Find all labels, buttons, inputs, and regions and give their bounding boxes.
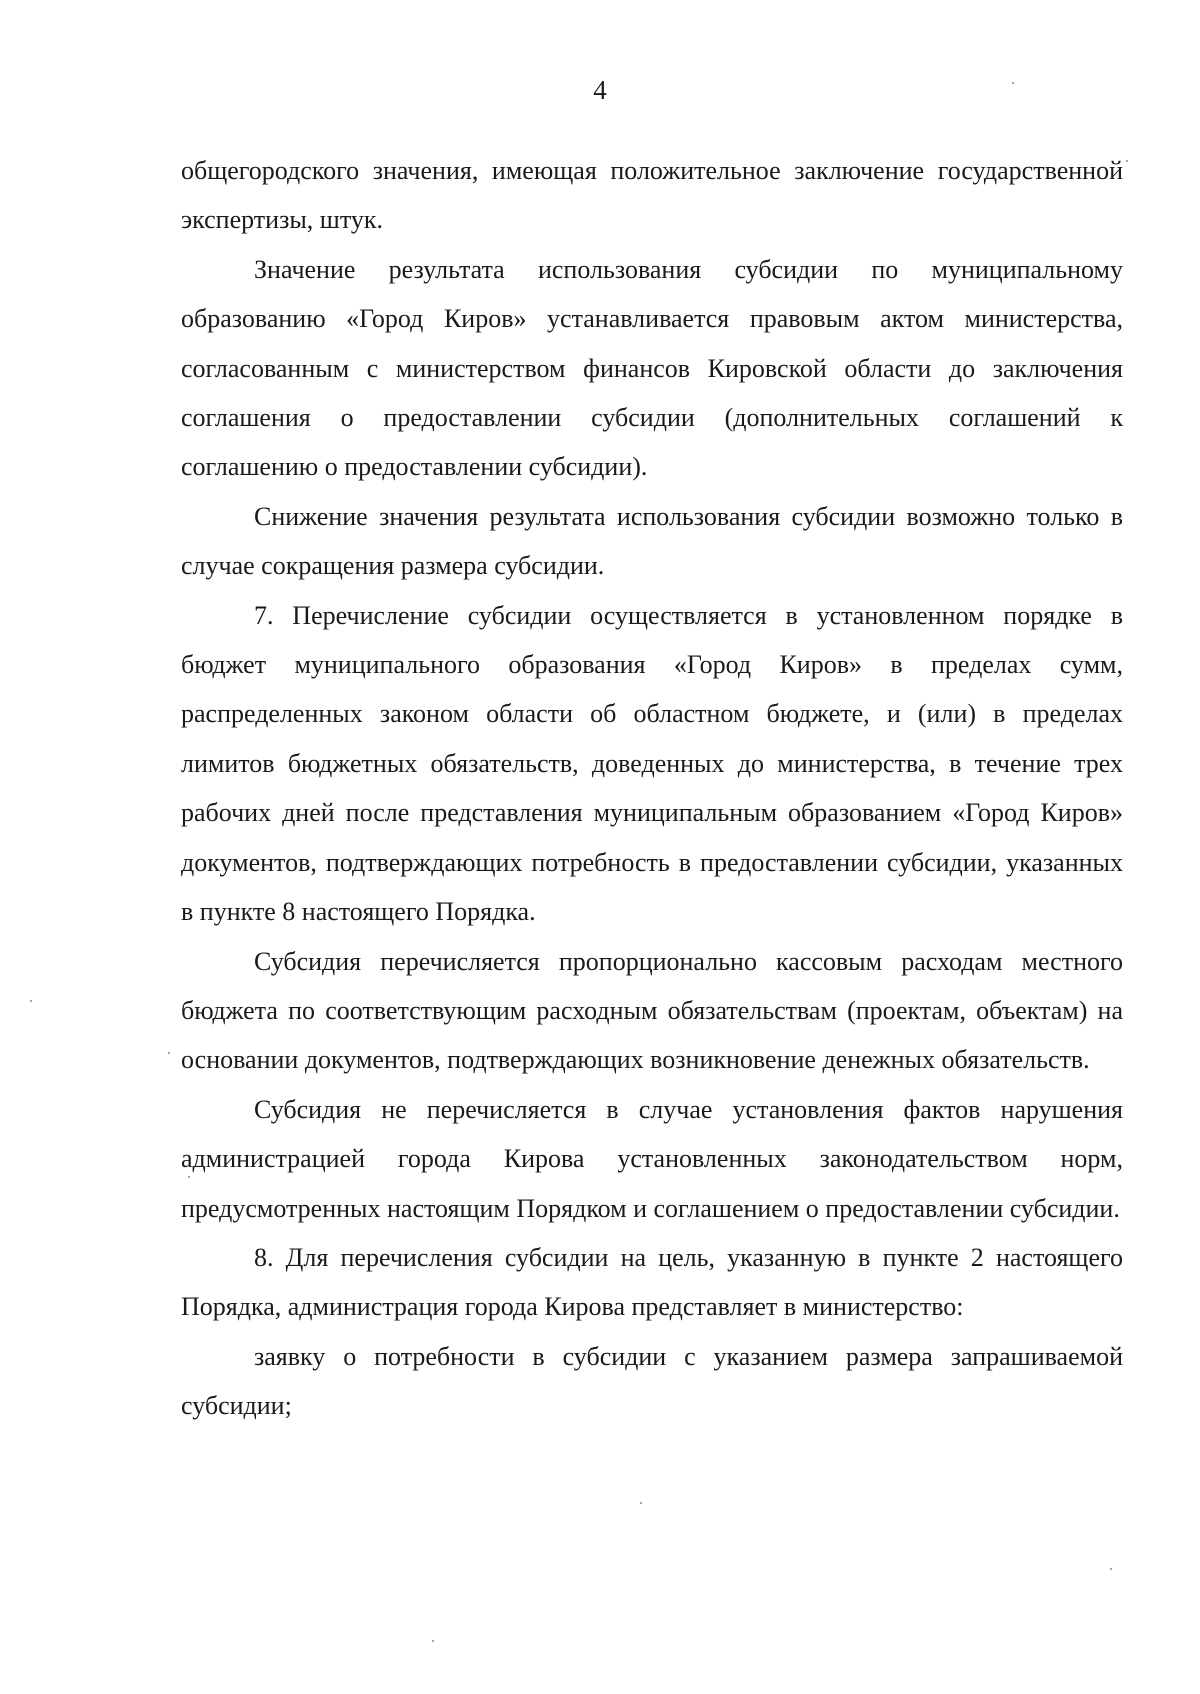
page-number: 4	[593, 75, 607, 105]
scan-speck	[30, 1000, 32, 1002]
paragraph-result-value: Значение результата использования субсидии по муниципальному образованию «Город Киров» устанавливается правовым актом министерства, согласованным с министерством финансов Кировской области до заключения соглашения о предоставлении субсидии (дополнительных соглашений к соглашению о предоставлении субсидии).	[181, 254, 1123, 482]
scan-speck	[188, 1176, 190, 1178]
scan-speck	[1126, 160, 1128, 162]
scan-speck	[1012, 82, 1014, 84]
document-body	[181, 146, 1123, 1431]
paragraph-continuation: общегородского значения, имеющая положительное заключение государственной экспертизы, штук.	[181, 156, 1123, 235]
paragraph-transfer-refusal: Субсидия не перечисляется в случае установления фактов нарушения администрацией города Кирова установленных законодательством норм, предусмотренных настоящим Порядком и соглашением о предоставлении субсидии.	[181, 1094, 1123, 1223]
paragraph-application: заявку о потребности в субсидии с указанием размера запрашиваемой субсидии;	[181, 1341, 1123, 1421]
scan-speck	[1110, 1568, 1112, 1570]
scan-speck	[168, 1052, 170, 1054]
paragraph-result-reduction: Снижение значения результата использования субсидии возможно только в случае сокращения размера субсидии.	[181, 501, 1123, 581]
scan-speck	[640, 1502, 642, 1504]
paragraph-item-7: 7. Перечисление субсидии осуществляется в установленном порядке в бюджет муниципального образования «Город Киров» в пределах сумм, распределенных законом области об областном бюджете, и (или) в пределах лимитов бюджетных обязательств, доведенных до министерства, в течение трех рабочих дней после представления муниципальным образованием «Город Киров» документов, подтверждающих потребность в предоставлении субсидии, указанных в пункте 8 настоящего Порядка.	[181, 600, 1123, 927]
scan-speck	[432, 1640, 434, 1642]
paragraph-proportional-transfer: Субсидия перечисляется пропорционально кассовым расходам местного бюджета по соответствующим расходным обязательствам (проектам, объектам) на основании документов, подтверждающих возникновение денежных обязательств.	[181, 946, 1123, 1075]
paragraph-item-8: 8. Для перечисления субсидии на цель, указанную в пункте 2 настоящего Порядка, администрация города Кирова представляет в министерство:	[181, 1242, 1123, 1322]
